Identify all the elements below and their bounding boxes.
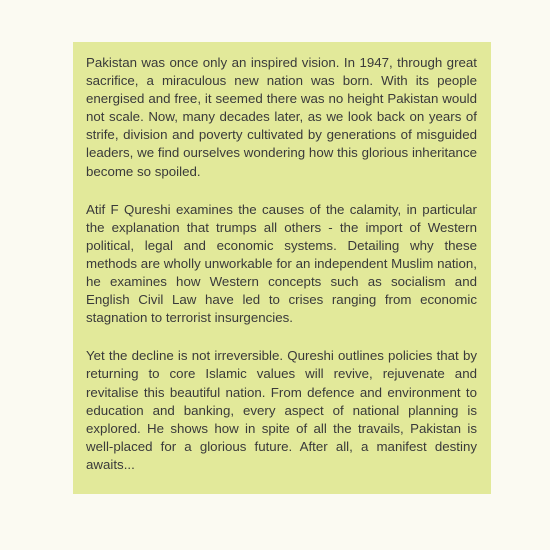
blurb-paragraph-3: Yet the decline is not irreversible. Qureshi outlines policies that by returning to core Islamic values will revive, rejuvenate and revitalise this beautiful nation. From defence and environment to education and banking, every aspect of national planning is explored. He shows how in spite of all the travails, Pakistan is well-placed for a glorious future. After all, a manifest destiny awaits... xyxy=(86,348,477,472)
blurb-paragraph-2: Atif F Qureshi examines the causes of the calamity, in particular the explanation that trumps all others - the import of Western political, legal and economic systems. Detailing why these methods are wholly unworkable for an independent Muslim nation, he examines how Western concepts such as socialism and English Civil Law have led to crises ranging from economic stagnation to terrorist insurgencies. xyxy=(86,201,477,326)
blurb-panel xyxy=(73,42,491,494)
blurb-paragraph-1: Pakistan was once only an inspired vision. In 1947, through great sacrifice, a miraculous new nation was born. With its people energised and free, it seemed there was no height Pakistan would not scale. Now, many decades later, as we look back on years of strife, division and poverty cultivated by generations of misguided leaders, we find ourselves wondering how this glorious inheritance become so spoiled. xyxy=(86,55,477,179)
